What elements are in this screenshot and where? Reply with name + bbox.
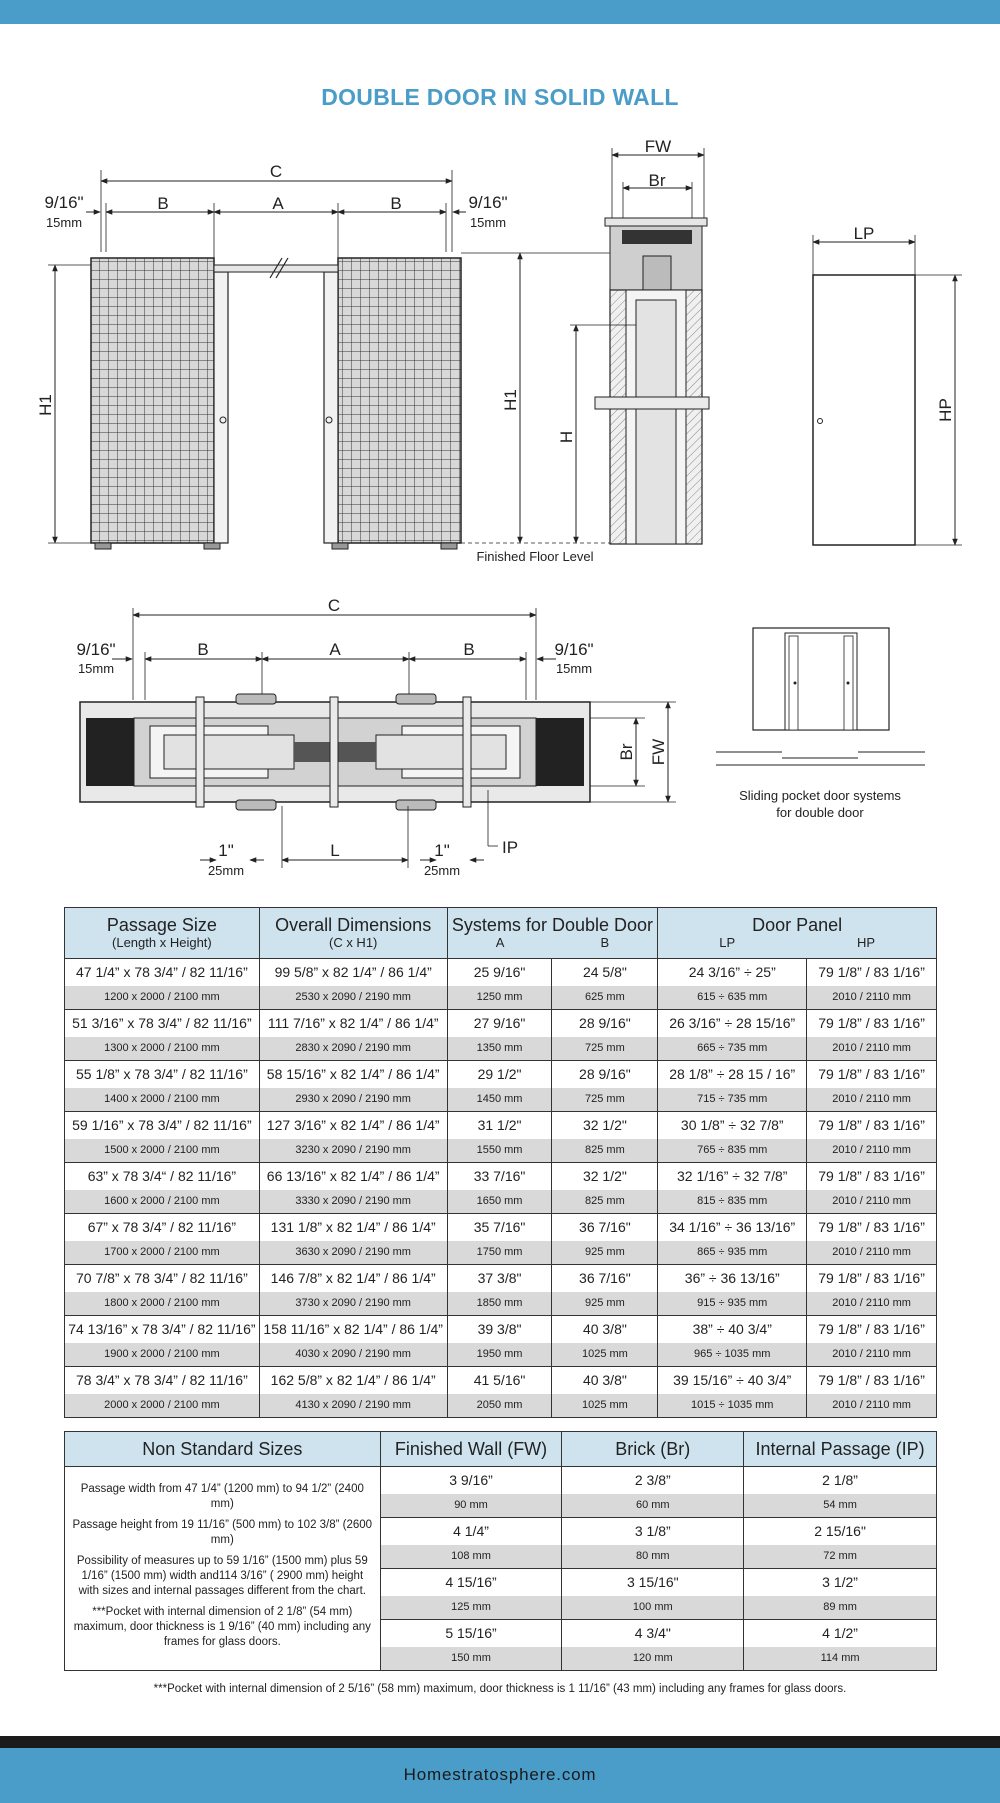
a-cell [447, 1265, 552, 1316]
metric-value: 1800 x 2000 / 2100 mm [65, 1292, 259, 1315]
lp-cell [658, 1214, 807, 1265]
table-row [65, 959, 937, 1010]
metric-value: 1750 mm [448, 1241, 552, 1264]
passage-cell [65, 1316, 260, 1367]
metric-value: 1950 mm [448, 1343, 552, 1366]
metric-value: 2010 / 2110 mm [807, 1343, 936, 1366]
metric-value: 915 ÷ 935 mm [658, 1292, 806, 1315]
fw-cell [380, 1620, 562, 1671]
header-brick: Brick (Br) [562, 1432, 744, 1467]
door-panel-view [813, 224, 962, 545]
sizes-table [64, 907, 937, 1418]
right-pocket-frame [338, 258, 461, 543]
imperial-value: 79 1/8” / 83 1/16” [818, 1066, 925, 1082]
metric-value: 1900 x 2000 / 2100 mm [65, 1343, 259, 1366]
b-cell [552, 1061, 658, 1112]
site-name: Homestratosphere.com [403, 1765, 597, 1784]
overall-cell [259, 1367, 447, 1418]
imperial-value: 58 15/16” x 82 1/4” / 86 1/4” [266, 1066, 440, 1082]
plan-dim-c-label: C [327, 596, 341, 615]
thumbnail-caption-1: Sliding pocket door systems [739, 788, 901, 803]
hp-cell [807, 1316, 937, 1367]
a-cell [447, 1214, 552, 1265]
header-finished-wall: Finished Wall (FW) [380, 1432, 562, 1467]
imperial-value: 63” x 78 3/4“ / 82 11/16” [87, 1168, 237, 1184]
lp-cell [658, 959, 807, 1010]
imperial-value: 111 7/16” x 82 1/4” / 86 1/4” [267, 1015, 439, 1031]
metric-value: 765 ÷ 835 mm [658, 1139, 806, 1162]
dim-a-label: A [272, 194, 284, 213]
overall-cell [259, 1163, 447, 1214]
metric-value: 80 mm [562, 1545, 743, 1568]
imperial-value: 59 1/16” x 78 3/4” / 82 11/16” [72, 1117, 252, 1133]
metric-value: 3730 x 2090 / 2190 mm [260, 1292, 447, 1315]
left-door-edge [214, 272, 228, 543]
plan-view [76, 596, 676, 878]
imperial-value: 67” x 78 3/4” / 82 11/16” [87, 1219, 237, 1235]
metric-value: 3230 x 2090 / 2190 mm [260, 1139, 447, 1162]
door-diagrams [0, 0, 1000, 900]
footnote: ***Pocket with internal dimension of 2 5/16” (58 mm) maximum, door thickness is 1 11/16” (43 mm) including any frames for glass doors. [153, 1683, 847, 1695]
overall-cell [259, 1214, 447, 1265]
imperial-value: 25 9/16" [473, 964, 526, 980]
plan-br-label: Br [617, 743, 636, 761]
imperial-value: 4 15/16” [445, 1574, 497, 1590]
metric-value: 4130 x 2090 / 2190 mm [260, 1394, 447, 1417]
passage-cell [65, 1214, 260, 1265]
metric-value: 2010 / 2110 mm [807, 1394, 936, 1417]
metric-value: 2930 x 2090 / 2190 mm [260, 1088, 447, 1111]
imperial-value: 39 3/8" [477, 1321, 522, 1337]
metric-value: 2010 / 2110 mm [807, 1088, 936, 1111]
metric-value: 108 mm [381, 1545, 562, 1568]
metric-value: 114 mm [744, 1647, 936, 1670]
dim-b-left-label: B [157, 194, 169, 213]
metric-value: 90 mm [381, 1494, 562, 1517]
ip-cell [744, 1569, 937, 1620]
imperial-value: 24 5/8" [582, 964, 627, 980]
imperial-value: 24 3/16” ÷ 25” [688, 964, 776, 980]
imperial-value: 30 1/8” ÷ 32 7/8” [680, 1117, 784, 1133]
plan-side-right-mm: 15mm [555, 661, 593, 676]
metric-value: 1850 mm [448, 1292, 552, 1315]
imperial-value: 79 1/8” / 83 1/16” [818, 964, 925, 980]
imperial-value: 3 15/16" [626, 1574, 679, 1590]
plan-side-right-in: 9/16" [554, 640, 594, 659]
passage-cell [65, 1367, 260, 1418]
metric-value: 1400 x 2000 / 2100 mm [65, 1088, 259, 1111]
overall-cell [259, 1112, 447, 1163]
metric-value: 1250 mm [448, 986, 552, 1009]
non-standard-table [64, 1431, 937, 1671]
plan-dim-b-right: B [463, 640, 475, 659]
h-label: H [557, 430, 576, 444]
metric-value: 54 mm [744, 1494, 936, 1517]
ip-cell [744, 1467, 937, 1518]
imperial-value: 79 1/8” / 83 1/16” [818, 1219, 925, 1235]
metric-value: 1350 mm [448, 1037, 552, 1060]
b-cell [552, 959, 658, 1010]
lp-cell [658, 1061, 807, 1112]
imperial-value: 51 3/16” x 78 3/4” / 82 11/16” [72, 1015, 252, 1031]
imperial-value: 2 1/8” [822, 1472, 858, 1488]
hp-cell [807, 1163, 937, 1214]
imperial-value: 66 13/16” x 82 1/4” / 86 1/4” [266, 1168, 440, 1184]
b-cell [552, 1214, 658, 1265]
imperial-value: 3 1/2” [822, 1574, 858, 1590]
a-cell [447, 1010, 552, 1061]
metric-value: 3630 x 2090 / 2190 mm [260, 1241, 447, 1264]
side-left-in: 9/16" [44, 193, 84, 212]
table-row [65, 1163, 937, 1214]
imperial-value: 36 7/16" [579, 1219, 631, 1235]
imperial-value: 79 1/8” / 83 1/16” [818, 1270, 925, 1286]
table-row [65, 1367, 937, 1418]
plan-l-label: L [330, 841, 340, 860]
passage-cell [65, 1163, 260, 1214]
hp-cell [807, 1367, 937, 1418]
metric-value: 615 ÷ 635 mm [658, 986, 806, 1009]
metric-value: 2010 / 2110 mm [807, 1139, 936, 1162]
metric-value: 1300 x 2000 / 2100 mm [65, 1037, 259, 1060]
lp-label: LP [853, 224, 875, 243]
b-cell [552, 1367, 658, 1418]
imperial-value: 78 3/4” x 78 3/4” / 82 11/16” [76, 1372, 248, 1388]
metric-value: 72 mm [744, 1545, 936, 1568]
metric-value: 2050 mm [448, 1394, 552, 1417]
table-row [65, 1265, 937, 1316]
header-non-standard: Non Standard Sizes [65, 1432, 381, 1467]
metric-value: 825 mm [552, 1139, 657, 1162]
metric-value: 2010 / 2110 mm [807, 1190, 936, 1213]
hp-cell [807, 1214, 937, 1265]
side-left-mm: 15mm [45, 215, 83, 230]
note-text: Possibility of measures up to 59 1/16” (1500 mm) plus 59 1/16” (1500 mm) width and114 3/16” ( 2900 mm) height with sizes and internal passages different from the chart. [76, 1554, 368, 1597]
table-row [65, 1061, 937, 1112]
non-standard-notes [65, 1467, 381, 1671]
imperial-value: 4 1/2” [822, 1625, 858, 1641]
metric-value: 725 mm [552, 1088, 657, 1111]
lp-cell [658, 1367, 807, 1418]
metric-value: 1015 ÷ 1035 mm [658, 1394, 806, 1417]
side-right-in: 9/16" [468, 193, 508, 212]
br-cell [562, 1569, 744, 1620]
fw-cell [380, 1518, 562, 1569]
metric-value: 2010 / 2110 mm [807, 1292, 936, 1315]
metric-value: 815 ÷ 835 mm [658, 1190, 806, 1213]
b-cell [552, 1163, 658, 1214]
imperial-value: 127 3/16” x 82 1/4” / 86 1/4” [266, 1117, 440, 1133]
fw-label: FW [644, 137, 672, 156]
hp-cell [807, 1010, 937, 1061]
imperial-value: 33 7/16" [473, 1168, 526, 1184]
a-cell [447, 1061, 552, 1112]
header-internal-passage: Internal Passage (IP) [744, 1432, 937, 1467]
passage-cell [65, 1265, 260, 1316]
b-cell [552, 1316, 658, 1367]
metric-value: 965 ÷ 1035 mm [658, 1343, 806, 1366]
plan-gap-right-in: 1" [434, 841, 450, 860]
imperial-value: 26 3/16” ÷ 28 15/16” [669, 1015, 796, 1031]
imperial-value: 29 1/2" [477, 1066, 522, 1082]
metric-value: 2830 x 2090 / 2190 mm [260, 1037, 447, 1060]
imperial-value: 2 3/8” [634, 1472, 671, 1488]
imperial-value: 3 1/8” [634, 1523, 671, 1539]
metric-value: 925 mm [552, 1241, 657, 1264]
imperial-value: 79 1/8” / 83 1/16” [818, 1372, 925, 1388]
metric-value: 60 mm [562, 1494, 743, 1517]
footer-stripe [0, 1736, 1000, 1748]
metric-value: 1025 mm [552, 1394, 657, 1417]
plan-fw-label: FW [649, 738, 668, 766]
metric-value: 1600 x 2000 / 2100 mm [65, 1190, 259, 1213]
dim-c-label: C [269, 162, 283, 181]
metric-value: 865 ÷ 935 mm [658, 1241, 806, 1264]
fw-cell [380, 1569, 562, 1620]
imperial-value: 36” ÷ 36 13/16” [684, 1270, 780, 1286]
door-panel [813, 275, 915, 545]
a-cell [447, 1112, 552, 1163]
imperial-value: 32 1/2" [582, 1117, 627, 1133]
overall-cell [259, 1316, 447, 1367]
plan-side-left-mm: 15mm [77, 661, 115, 676]
metric-value: 1500 x 2000 / 2100 mm [65, 1139, 259, 1162]
lp-cell [658, 1265, 807, 1316]
imperial-value: 3 9/16” [449, 1472, 493, 1488]
header-passage-size: Passage Size (Length x Height) [65, 908, 260, 959]
br-label: Br [648, 171, 666, 190]
right-door-edge [324, 272, 338, 543]
h1-left-label: H1 [36, 394, 55, 416]
imperial-value: 79 1/8” / 83 1/16” [818, 1015, 925, 1031]
metric-value: 725 mm [552, 1037, 657, 1060]
hp-cell [807, 1061, 937, 1112]
a-cell [447, 1163, 552, 1214]
floor-level-label: Finished Floor Level [476, 549, 594, 564]
metric-value: 825 mm [552, 1190, 657, 1213]
imperial-value: 41 5/16" [473, 1372, 526, 1388]
imperial-value: 27 9/16" [473, 1015, 526, 1031]
table-row [65, 1112, 937, 1163]
overall-cell [259, 1010, 447, 1061]
side-right-mm: 15mm [469, 215, 507, 230]
imperial-value: 40 3/8" [582, 1372, 627, 1388]
imperial-value: 32 1/16” ÷ 32 7/8” [677, 1168, 788, 1184]
imperial-value: 40 3/8" [582, 1321, 627, 1337]
metric-value: 1450 mm [448, 1088, 552, 1111]
table-row [65, 1316, 937, 1367]
left-pocket-frame [91, 258, 214, 543]
imperial-value: 55 1/8” x 78 3/4” / 82 11/16” [76, 1066, 248, 1082]
passage-cell [65, 959, 260, 1010]
plan-gap-left-in: 1" [218, 841, 234, 860]
passage-cell [65, 1061, 260, 1112]
h1-right-label: H1 [501, 389, 520, 411]
plan-side-left-in: 9/16" [76, 640, 116, 659]
note-text: Passage height from 19 11/16” (500 mm) to 102 3/8” (2600 mm) [72, 1518, 373, 1546]
ip-cell [744, 1518, 937, 1569]
imperial-value: 36 7/16" [579, 1270, 631, 1286]
metric-value: 120 mm [562, 1647, 743, 1670]
header-systems: Systems for Double Door A B [447, 908, 658, 959]
plan-dim-a: A [329, 640, 341, 659]
imperial-value: 38” ÷ 40 3/4” [692, 1321, 772, 1337]
metric-value: 3330 x 2090 / 2190 mm [260, 1190, 447, 1213]
metric-value: 1200 x 2000 / 2100 mm [65, 986, 259, 1009]
table-row [65, 1214, 937, 1265]
plan-ip-label: IP [501, 838, 519, 857]
metric-value: 125 mm [381, 1596, 562, 1619]
metric-value: 2010 / 2110 mm [807, 1241, 936, 1264]
imperial-value: 4 3/4" [634, 1625, 671, 1641]
imperial-value: 146 7/8” x 82 1/4” / 86 1/4” [270, 1270, 436, 1286]
imperial-value: 4 1/4” [453, 1523, 489, 1539]
passage-cell [65, 1010, 260, 1061]
front-elevation [36, 162, 610, 564]
header-door-panel: Door Panel LP HP [658, 908, 937, 959]
note-text: Passage width from 47 1/4” (1200 mm) to 94 1/2” (2400 mm) [80, 1482, 364, 1510]
note-text: ***Pocket with internal dimension of 2 1/8” (54 mm) maximum, door thickness is 1 9/16” (40 mm) including any frames for glass doors. [73, 1605, 371, 1648]
br-cell [562, 1620, 744, 1671]
imperial-value: 162 5/8” x 82 1/4” / 86 1/4” [270, 1372, 436, 1388]
hp-cell [807, 1265, 937, 1316]
imperial-value: 2 15/16" [814, 1523, 866, 1539]
dim-b-right-label: B [390, 194, 402, 213]
metric-value: 1650 mm [448, 1190, 552, 1213]
imperial-value: 37 3/8" [477, 1270, 522, 1286]
metric-value: 1550 mm [448, 1139, 552, 1162]
imperial-value: 34 1/16” ÷ 36 13/16” [669, 1219, 796, 1235]
metric-value: 1025 mm [552, 1343, 657, 1366]
a-cell [447, 959, 552, 1010]
metric-value: 2530 x 2090 / 2190 mm [260, 986, 447, 1009]
br-cell [562, 1467, 744, 1518]
header-overall-dimensions: Overall Dimensions (C x H1) [259, 908, 447, 959]
hp-cell [807, 1112, 937, 1163]
metric-value: 89 mm [744, 1596, 936, 1619]
thumbnail-caption-2: for double door [776, 805, 864, 820]
section-view [557, 137, 709, 544]
hp-label: HP [936, 398, 955, 422]
imperial-value: 28 9/16" [579, 1066, 631, 1082]
plan-dim-b-left: B [197, 640, 209, 659]
br-cell [562, 1518, 744, 1569]
metric-value: 925 mm [552, 1292, 657, 1315]
imperial-value: 99 5/8” x 82 1/4” / 86 1/4” [274, 964, 432, 980]
imperial-value: 39 15/16” ÷ 40 3/4” [673, 1372, 792, 1388]
metric-value: 4030 x 2090 / 2190 mm [260, 1343, 447, 1366]
imperial-value: 79 1/8” / 83 1/16” [818, 1168, 925, 1184]
imperial-value: 70 7/8” x 78 3/4” / 82 11/16” [76, 1270, 248, 1286]
a-cell [447, 1367, 552, 1418]
double-door-thumbnail [716, 628, 925, 820]
imperial-value: 28 9/16" [579, 1015, 631, 1031]
imperial-value: 158 11/16” x 82 1/4” / 86 1/4” [263, 1321, 443, 1337]
fw-cell [380, 1467, 562, 1518]
plan-gap-right-mm: 25mm [423, 863, 461, 878]
table-row [65, 1467, 937, 1518]
lp-cell [658, 1316, 807, 1367]
metric-value: 100 mm [562, 1596, 743, 1619]
imperial-value: 74 13/16” x 78 3/4” / 82 11/16” [68, 1321, 256, 1337]
imperial-value: 31 1/2" [477, 1117, 522, 1133]
table-row [65, 1010, 937, 1061]
imperial-value: 28 1/8” ÷ 28 15 / 16” [669, 1066, 796, 1082]
b-cell [552, 1112, 658, 1163]
imperial-value: 131 1/8” x 82 1/4” / 86 1/4” [270, 1219, 436, 1235]
lp-cell [658, 1112, 807, 1163]
metric-value: 715 ÷ 735 mm [658, 1088, 806, 1111]
imperial-value: 5 15/16” [445, 1625, 497, 1641]
imperial-value: 32 1/2" [582, 1168, 627, 1184]
hp-cell [807, 959, 937, 1010]
metric-value: 2010 / 2110 mm [807, 1037, 936, 1060]
overall-cell [259, 959, 447, 1010]
lp-cell [658, 1163, 807, 1214]
imperial-value: 79 1/8” / 83 1/16” [818, 1117, 925, 1133]
imperial-value: 47 1/4” x 78 3/4” / 82 11/16” [76, 964, 248, 980]
metric-value: 1700 x 2000 / 2100 mm [65, 1241, 259, 1264]
metric-value: 2000 x 2000 / 2100 mm [65, 1394, 259, 1417]
metric-value: 665 ÷ 735 mm [658, 1037, 806, 1060]
b-cell [552, 1265, 658, 1316]
imperial-value: 79 1/8” / 83 1/16” [818, 1321, 925, 1337]
lp-cell [658, 1010, 807, 1061]
plan-gap-left-mm: 25mm [207, 863, 245, 878]
metric-value: 150 mm [381, 1647, 562, 1670]
ip-cell [744, 1620, 937, 1671]
overall-cell [259, 1265, 447, 1316]
passage-cell [65, 1112, 260, 1163]
imperial-value: 35 7/16" [473, 1219, 526, 1235]
overall-cell [259, 1061, 447, 1112]
b-cell [552, 1010, 658, 1061]
metric-value: 625 mm [552, 986, 657, 1009]
page-title: DOUBLE DOOR IN SOLID WALL [321, 84, 679, 110]
a-cell [447, 1316, 552, 1367]
metric-value: 2010 / 2110 mm [807, 986, 936, 1009]
